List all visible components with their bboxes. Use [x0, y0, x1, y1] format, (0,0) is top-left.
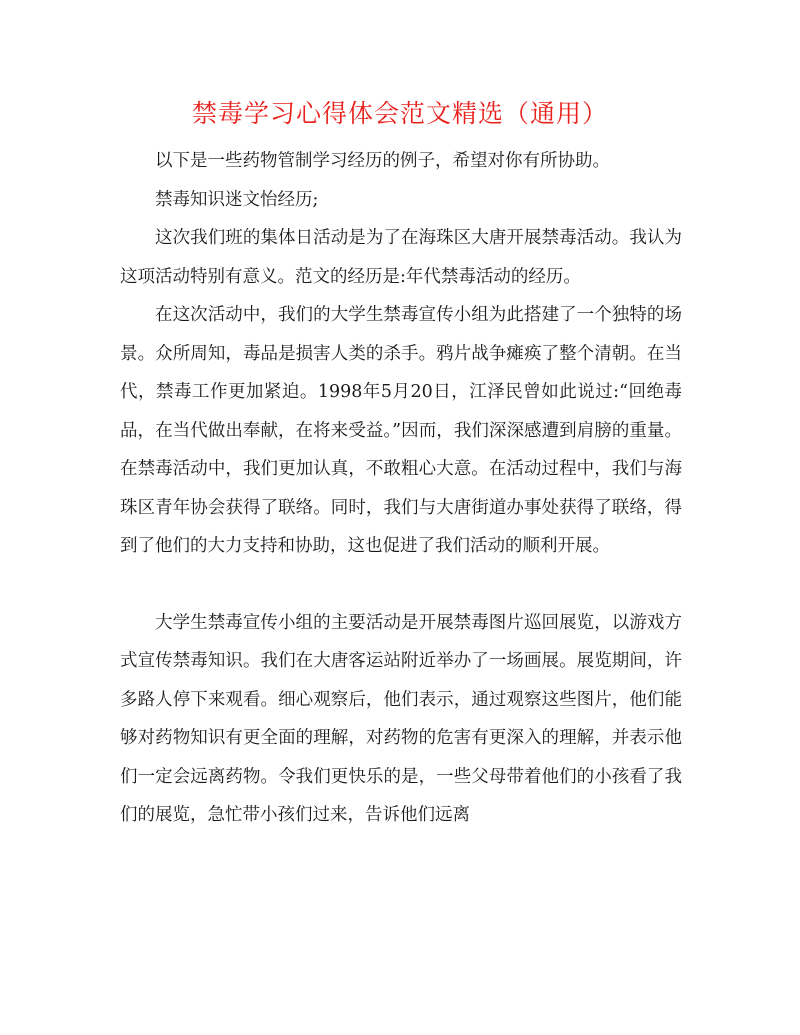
paragraph-intro: 以下是一些药物管制学习经历的例子，希望对你有所协助。: [155, 151, 610, 171]
paragraph-activity: 这次我们班的集体日活动是为了在海珠区大唐开展禁毒活动。我认为这项活动特别有意义。范文的经历是:年代禁毒活动的经历。: [120, 228, 682, 287]
document-body: [120, 142, 682, 835]
document-title: 禁毒学习心得体会范文精选（通用）: [191, 99, 608, 128]
paragraph-scene: 在这次活动中，我们的大学生禁毒宣传小组为此搭建了一个独特的场景。众所周知，毒品是损害人类的杀手。鸦片战争瘫痪了整个清朝。在当代，禁毒工作更加紧迫。1998年5月20日，江泽民曾如此说过:“回绝毒品，在当代做出奉献，在将来受益。”因而，我们深深感遭到肩膀的重量。在禁毒活动中，我们更加认真，不敢粗心大意。在活动过程中，我们与海珠区青年协会获得了联络。同时，我们与大唐街道办事处获得了联络，得到了他们的大力支持和协助，这也促进了我们活动的顺利开展。: [120, 305, 682, 556]
paragraph-exhibition: 大学生禁毒宣传小组的主要活动是开展禁毒图片巡回展览，以游戏方式宣传禁毒知识。我们在大唐客运站附近举办了一场画展。展览期间，许多路人停下来观看。细心观察后，他们表示，通过观察这些图片，他们能够对药物知识有更全面的理解，对药物的危害有更深入的理解，并表示他们一定会远离药物。令我们更快乐的是，一些父母带着他们的小孩看了我们的展览，急忙带小孩们过来，告诉他们远离: [120, 612, 682, 825]
paragraph-heading: 禁毒知识迷文怡经历;: [155, 189, 319, 210]
